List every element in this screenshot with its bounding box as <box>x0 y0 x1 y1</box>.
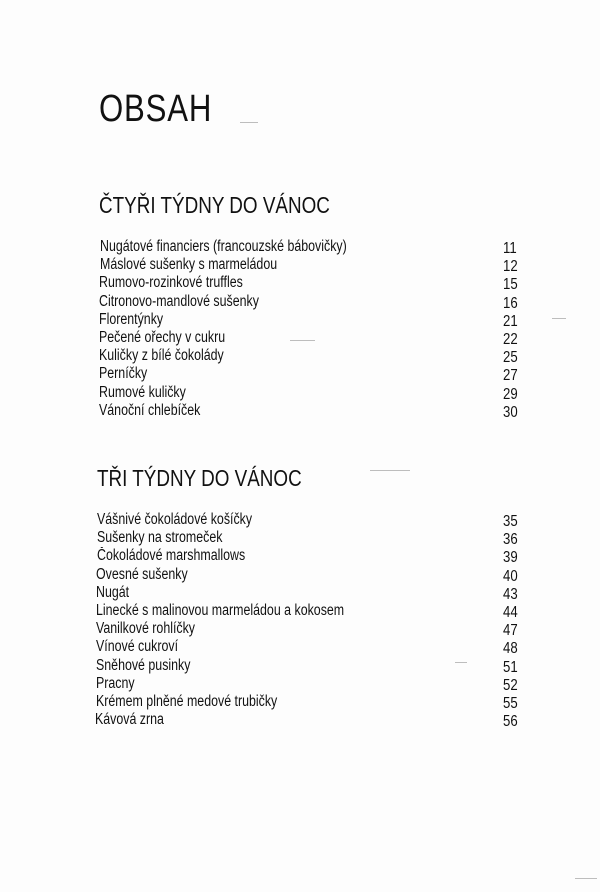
toc-entry-page: 15 <box>503 276 518 294</box>
toc-entry <box>0 566 600 584</box>
scan-mark <box>575 878 597 879</box>
toc-entry-page: 16 <box>503 294 518 312</box>
toc-list-four-weeks <box>0 238 600 420</box>
toc-entry-title: Máslové sušenky s marmeládou <box>100 256 278 274</box>
scan-mark <box>370 470 410 471</box>
toc-entry-title: Perníčky <box>99 365 148 383</box>
toc-entry-page: 12 <box>503 258 518 276</box>
toc-entry-title: Pracny <box>96 674 135 692</box>
toc-entry-page: 21 <box>503 312 518 330</box>
toc-entry <box>0 311 600 329</box>
section-heading-three-weeks: TŘI TÝDNY DO VÁNOC <box>97 465 302 491</box>
toc-entry-title: Vínové cukroví <box>96 638 179 656</box>
toc-entry-page: 11 <box>503 240 517 257</box>
toc-entry-page: 52 <box>503 676 518 694</box>
toc-entry <box>0 602 600 620</box>
toc-entry-page: 47 <box>503 622 518 640</box>
toc-entry-title: Nugátové financiers (francouzské bábovičky) <box>100 238 347 255</box>
toc-entry-title: Čokoládové marshmallows <box>97 547 246 565</box>
toc-entry-page: 48 <box>503 640 518 658</box>
page-title: OBSAH <box>99 88 213 130</box>
toc-entry <box>0 347 600 365</box>
toc-entry <box>0 238 600 256</box>
toc-entry <box>0 711 600 729</box>
toc-entry-title: Ovesné sušenky <box>96 565 188 583</box>
toc-entry-title: Vanilkové rohlíčky <box>96 620 196 638</box>
toc-entry-page: 51 <box>503 658 518 676</box>
toc-entry-page: 27 <box>503 367 518 385</box>
scan-mark <box>455 662 467 663</box>
scan-mark <box>552 318 566 319</box>
toc-entry <box>0 584 600 602</box>
toc-entry <box>0 693 600 711</box>
toc-entry <box>0 256 600 274</box>
toc-entry-title: Citronovo-mandlové sušenky <box>99 292 259 310</box>
toc-entry <box>0 329 600 347</box>
toc-entry-title: Sněhové pusinky <box>96 656 191 674</box>
toc-entry-title: Kávová zrna <box>95 711 164 729</box>
toc-entry-page: 36 <box>503 531 518 549</box>
toc-entry <box>0 293 600 311</box>
toc-entry-title: Vášnivé čokoládové košíčky <box>97 511 253 528</box>
toc-entry-page: 40 <box>503 567 518 585</box>
toc-entry-page: 39 <box>503 549 518 567</box>
toc-entry <box>0 365 600 383</box>
toc-entry-title: Krémem plněné medové trubičky <box>96 692 278 710</box>
toc-entry-page: 43 <box>503 585 518 603</box>
toc-entry-title: Pečené ořechy v cukru <box>99 328 226 346</box>
toc-entry <box>0 620 600 638</box>
toc-entry <box>0 274 600 292</box>
toc-entry-title: Kuličky z bílé čokolády <box>99 347 224 365</box>
toc-entry-page: 22 <box>503 330 518 348</box>
toc-entry <box>0 511 600 529</box>
toc-entry <box>0 384 600 402</box>
toc-list-three-weeks <box>0 511 600 729</box>
toc-entry-title: Vánoční chlebíček <box>99 401 201 419</box>
toc-entry <box>0 638 600 656</box>
toc-entry <box>0 547 600 565</box>
toc-entry-page: 29 <box>503 385 518 403</box>
toc-entry <box>0 402 600 420</box>
toc-entry-title: Linecké s malinovou marmeládou a kokosem <box>96 601 345 619</box>
toc-entry-page: 55 <box>503 694 518 712</box>
toc-entry-title: Sušenky na stromeček <box>97 529 223 547</box>
section-heading-four-weeks: ČTYŘI TÝDNY DO VÁNOC <box>99 192 330 218</box>
toc-entry-page: 44 <box>503 603 518 621</box>
toc-entry-title: Nugát <box>96 583 130 601</box>
toc-entry-page: 35 <box>503 513 518 530</box>
scan-mark <box>290 340 315 341</box>
scan-mark <box>240 122 258 123</box>
toc-entry <box>0 675 600 693</box>
toc-entry-page: 30 <box>503 403 518 421</box>
toc-entry <box>0 657 600 675</box>
toc-entry-title: Rumové kuličky <box>99 383 186 401</box>
toc-entry-title: Florentýnky <box>99 310 164 328</box>
toc-entry-page: 25 <box>503 349 518 367</box>
toc-entry-page: 56 <box>503 713 518 731</box>
toc-entry <box>0 529 600 547</box>
toc-entry-title: Rumovo-rozinkové truffles <box>99 274 243 292</box>
